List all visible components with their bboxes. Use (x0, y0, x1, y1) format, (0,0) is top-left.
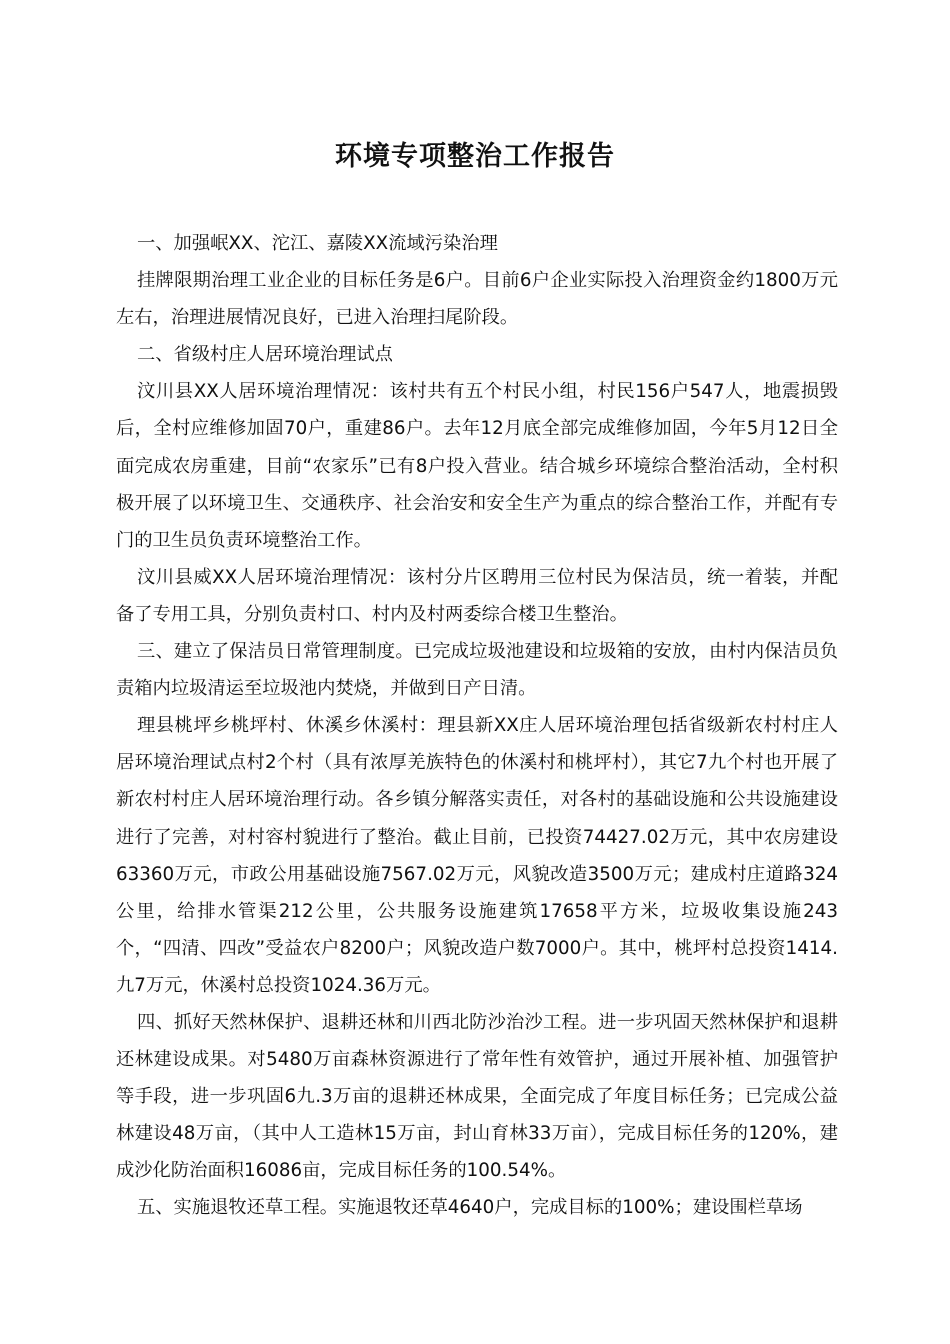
paragraph: 汶川县威XX人居环境治理情况：该村分片区聘用三位村民为保洁员，统一着装，并配备了专用工具，分别负责村口、村内及村两委综合楼卫生整治。 (116, 566, 838, 625)
section-heading-2: 二、省级村庄人居环境治理试点 (137, 344, 393, 366)
section-paragraph-4: 四、抓好天然林保护、退耕还林和川西北防沙治沙工程。进一步巩固天然林保护和退耕还林建设成果。对5480万亩森林资源进行了常年性有效管护，通过开展补植、加强管护等手段，进一步巩固6九.3万亩的退耕还林成果，全面完成了年度目标任务；已完成公益林建设48万亩，（其中人工造林15万亩，封山育林33万亩），完成目标任务的120%，建成沙化防治面积16086亩，完成目标任务的100.54%。 (116, 1011, 838, 1182)
section-paragraph-5: 五、实施退牧还草工程。实施退牧还草4640户，完成目标的100%；建设围栏草场 (137, 1197, 803, 1219)
section-paragraph-3: 三、建立了保洁员日常管理制度。已完成垃圾池建设和垃圾箱的安放，由村内保洁员负责箱内垃圾清运至垃圾池内焚烧，并做到日产日清。 (116, 641, 838, 700)
paragraph: 挂牌限期治理工业企业的目标任务是6户。目前6户企业实际投入治理资金约1800万元左右，治理进展情况良好，已进入治理扫尾阶段。 (116, 270, 838, 329)
document-title: 环境专项整治工作报告 (335, 141, 615, 172)
document-body (116, 225, 838, 1227)
paragraph: 汶川县XX人居环境治理情况：该村共有五个村民小组，村民156户547人，地震损毁后，全村应维修加固70户，重建86户。去年12月底全部完成维修加固，今年5月12日全面完成农房重建，目前“农家乐”已有8户投入营业。结合城乡环境综合整治活动，全村积极开展了以环境卫生、交通秩序、社会治安和安全生产为重点的综合整治工作，并配有专门的卫生员负责环境整治工作。 (116, 381, 838, 551)
section-heading-1: 一、加强岷XX、沱江、嘉陵XX流域污染治理 (137, 233, 498, 254)
paragraph: 理县桃坪乡桃坪村、休溪乡休溪村：理县新XX庄人居环境治理包括省级新农村村庄人居环境治理试点村2个村（具有浓厚羌族特色的休溪村和桃坪村），其它7九个村也开展了新农村村庄人居环境治理行动。各乡镇分解落实责任，对各村的基础设施和公共设施建设进行了完善，对村容村貌进行了整治。截止目前，已投资74427.02万元，其中农房建设63360万元，市政公用基础设施7567.02万元，风貌改造3500万元；建成村庄道路324公里，给排水管渠212公里，公共服务设施建筑17658平方米，垃圾收集设施243个，“四清、四改”受益农户8200户；风貌改造户数7000户。其中，桃坪村总投资1414.九7万元，休溪村总投资1024.36万元。 (116, 715, 838, 996)
